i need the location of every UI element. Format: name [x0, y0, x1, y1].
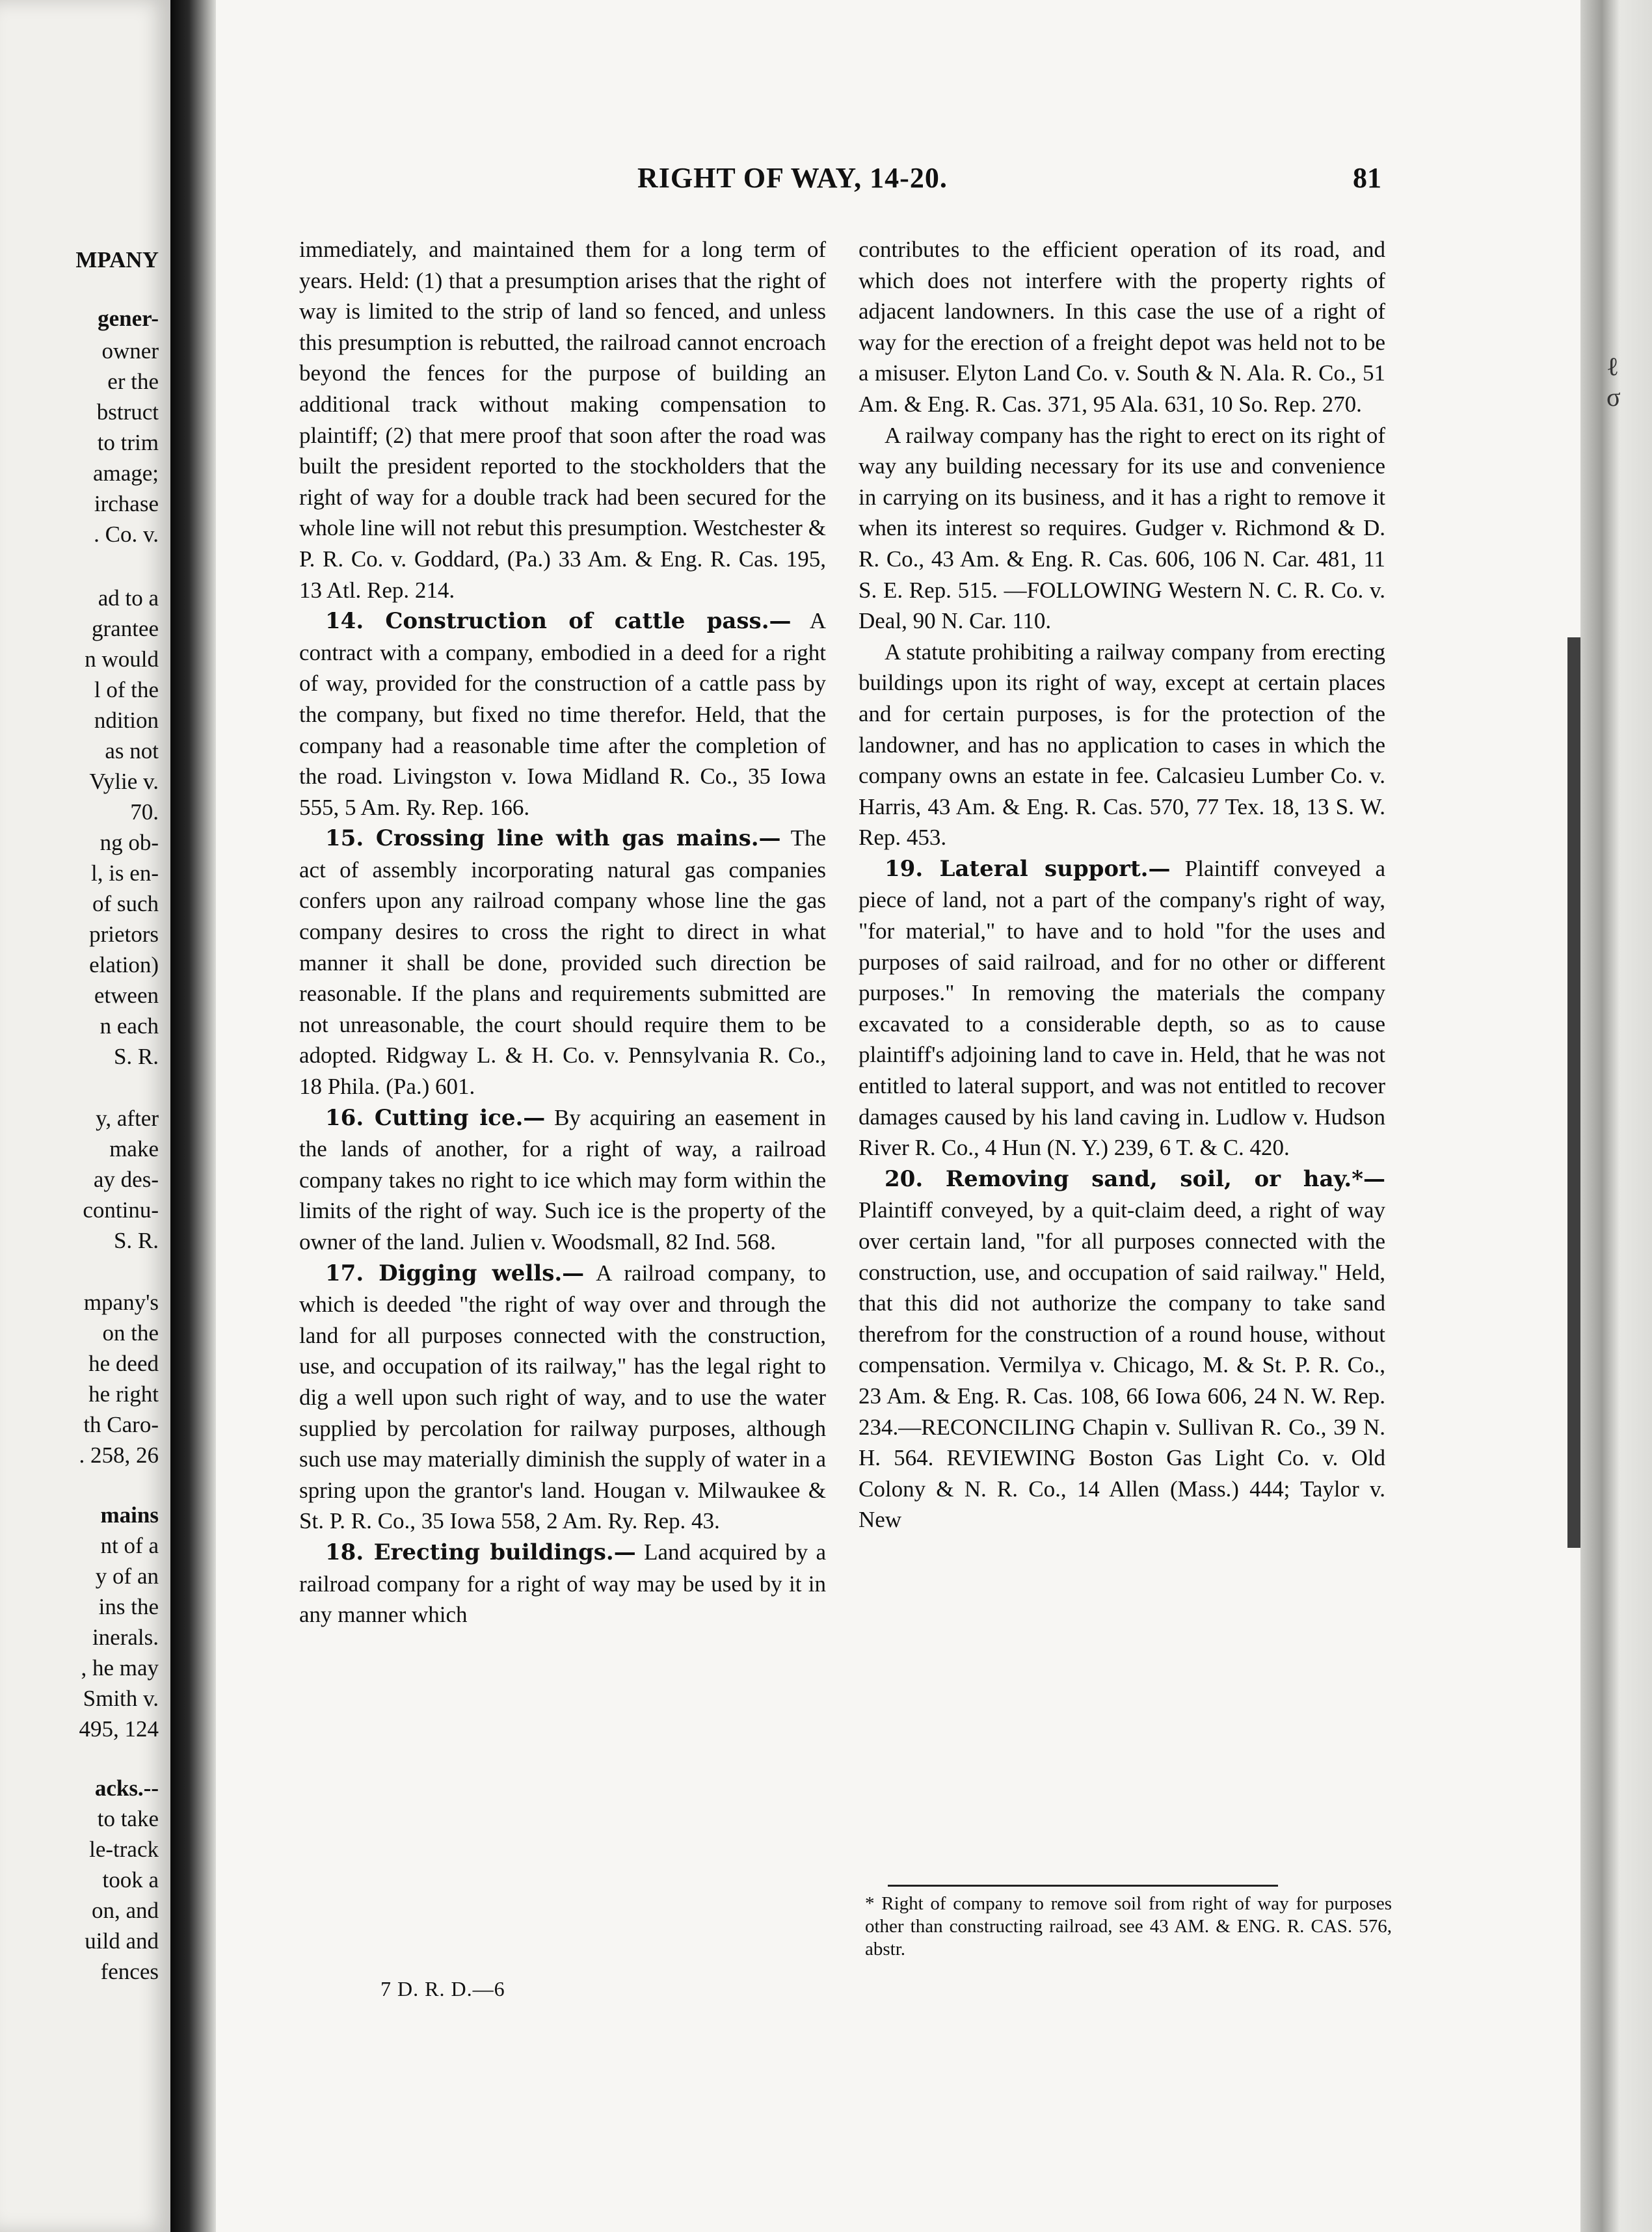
section-heading: 14. Construction of cattle pass.— [325, 608, 792, 635]
facing-page-fragment: Vylie v. [89, 769, 159, 794]
paragraph [859, 1163, 1385, 1535]
facing-page-fragment: as not [105, 738, 159, 764]
facing-page-fragment: 495, 124 [79, 1716, 159, 1742]
right-column [859, 234, 1385, 1535]
facing-page-fragment: , he may [81, 1655, 159, 1681]
facing-page-fragment: S. R. [113, 1228, 159, 1253]
facing-page-fragment: fences [100, 1959, 159, 1984]
facing-page-fragment: grantee [92, 616, 159, 641]
facing-page-fragment: to trim [97, 430, 159, 455]
paragraph-text: Plaintiff conveyed, by a quit-claim deed, a right of way over certain land, "for all purposes connected with the construction, use, and occupation of said railway." Held, that this did not authorize the company to take sand therefrom for the construction of a round house, without compensation. Vermilya v. Chicago, M. & St. P. R. Co., 23 Am. & Eng. R. Cas. 108, 66 Iowa 606, 24 N. W. Rep. 234.—RECONCILING Chapin v. Sullivan R. Co., 39 N. H. 564. REVIEWING Boston Gas Light Co. v. Old Colony & N. R. Co., 14 Allen (Mass.) 444; Taylor v. New [859, 1197, 1385, 1533]
paragraph-text: Plaintiff conveyed a piece of land, not a part of the company's right of way, "for material," to have and to hold "for the uses and purposes of said railroad, and for no other or different purposes." In removing the materials the company excavated to a considerable depth, so as to cause plaintiff's adjoining land to cave in. Held, that he was not entitled to lateral support, and was not entitled to recover damages caused by his land caving in. Ludlow v. Hudson River R. Co., 4 Hun (N. Y.) 239, 6 T. & C. 420. [859, 855, 1386, 1161]
section-heading: 16. Cutting ice.— [325, 1104, 546, 1131]
paragraph-text: A railroad company, to which is deeded "the right of way over and through the land for all purposes connected with the construction, use, and occupation of its railway," has the legal right to dig a well upon such right of way, and to use the water supplied by percolation for railway purposes, although such use may materially diminish the supply of water in a spring upon the grantor's land. Hougan v. Milwaukee & St. P. R. Co., 35 Iowa 558, 2 Am. Ry. Rep. 43. [299, 1260, 826, 1534]
paragraph [859, 420, 1385, 637]
paragraph-text: A railway company has the right to erect on its right of way any building necessary for its use and convenience in carrying on its business, and it has a right to remove it when its interest so requires. Gudger v. Richmond & D. R. Co., 43 Am. & Eng. R. Cas. 606, 106 N. Car. 481, 11 S. E. Rep. 515. —FOLLOWING Western N. C. R. Co. v. Deal, 90 N. Car. 110. [859, 422, 1385, 634]
facing-page-fragment: on, and [91, 1898, 159, 1923]
facing-page-fragment: 70. [130, 799, 159, 825]
paragraph [299, 234, 826, 605]
facing-page-fragment: MPANY [75, 247, 159, 272]
facing-page-fragment: . 258, 26 [79, 1442, 159, 1468]
facing-page-fragment: ay des- [93, 1167, 159, 1192]
section-heading: 17. Digging wells.— [325, 1260, 585, 1286]
facing-page-fragment: irchase [94, 491, 159, 516]
left-column [299, 234, 826, 1630]
facing-page-fragment: owner [101, 338, 159, 364]
paragraph [299, 1537, 826, 1630]
facing-page-fragment: y, after [96, 1106, 159, 1131]
facing-page-fragment: inerals. [92, 1625, 159, 1650]
paragraph-text: Land acquired by a railroad company for a right of way may be used by it in any manner which [299, 1539, 826, 1628]
facing-page-fragment: make [109, 1136, 159, 1162]
facing-page-fragment: mpany's [83, 1290, 159, 1315]
paragraph [299, 605, 826, 823]
edge-marks: ℓ σ [1606, 352, 1621, 412]
paragraph-text: immediately, and maintained them for a long term of years. Held: (1) that a presumption arises that the right of way is limited to the strip of land so fenced, and unless this presumption is rebutted, the railroad cannot encroach beyond the fences for the purpose of building an additional track without making compensation to plaintiff; (2) that mere proof that soon after the road was built the president reported to the stockholders that the right of way for a double track had been secured for the whole line will not rebut this presumption. Westchester & P. R. Co. v. Goddard, (Pa.) 33 Am. & Eng. R. Cas. 195, 13 Atl. Rep. 214. [299, 237, 826, 603]
paragraph-text: A statute prohibiting a railway company from erecting buildings upon its right of way, except at certain places and for certain purposes, is for the protection of the landowner, and has no application to cases in which the company owns an estate in fee. Calcasieu Lumber Co. v. Harris, 43 Am. & Eng. R. Cas. 570, 77 Tex. 18, 13 S. W. Rep. 453. [859, 639, 1385, 851]
facing-page-fragment: . Co. v. [94, 522, 159, 547]
paragraph [299, 1258, 826, 1537]
facing-page-fragment: y of an [95, 1563, 159, 1589]
facing-page-fragment: amage; [92, 460, 159, 486]
facing-page-fragment: nt of a [100, 1533, 159, 1558]
facing-page-fragment: bstruct [96, 399, 159, 425]
facing-page-fragment: S. R. [113, 1044, 159, 1069]
paragraph [859, 234, 1385, 420]
facing-page-fragment: prietors [89, 922, 159, 947]
section-heading: 20. Removing sand, soil, or hay.*— [885, 1165, 1385, 1192]
section-heading: 15. Crossing line with gas mains.— [325, 825, 781, 852]
facing-page-fragment: le-track [89, 1837, 159, 1862]
facing-page-fragment: ad to a [98, 585, 159, 611]
paragraph-text: contributes to the efficient operation of its road, and which does not interfere with the property rights of adjacent landowners. In this case the use of a right of way for the erection of a freight depot was held not to be a misuser. Elyton Land Co. v. South & N. Ala. R. Co., 51 Am. & Eng. R. Cas. 371, 95 Ala. 631, 10 So. Rep. 270. [859, 237, 1385, 417]
facing-page-fragment: acks.-- [94, 1775, 159, 1801]
facing-page-fragment: l of the [94, 677, 159, 702]
page-number: 81 [1353, 162, 1381, 194]
facing-page-fragment: n would [85, 646, 159, 672]
section-heading: 19. Lateral support.— [885, 855, 1171, 882]
section-heading: 18. Erecting buildings.— [325, 1539, 636, 1565]
facing-page-fragment: ng ob- [100, 830, 159, 855]
facing-page-edge [0, 0, 170, 2232]
facing-page-fragment: continu- [83, 1197, 159, 1223]
facing-page-fragment: uild and [85, 1928, 159, 1954]
facing-page-fragment: er the [107, 369, 159, 394]
facing-page-fragment: etween [94, 983, 159, 1008]
facing-page-fragment: elation) [89, 952, 159, 977]
paragraph [859, 853, 1385, 1163]
facing-page-fragment: th Caro- [83, 1412, 159, 1437]
page-stack-edge [1580, 0, 1652, 2232]
facing-page-fragment: ins the [98, 1594, 159, 1619]
facing-page-fragment: Smith v. [83, 1686, 159, 1711]
facing-page-fragment: on the [102, 1320, 159, 1346]
facing-page-fragment: ndition [94, 708, 159, 733]
paragraph [859, 637, 1385, 853]
facing-page-fragment: l, is en- [90, 860, 159, 886]
paragraph-text: The act of assembly incorporating natural gas companies confers upon any railroad company whose line the gas company desires to cross the right to direct in what manner it shall be done, provided such direction be reasonable. If the plans and requirements submitted are not unreasonable, the court should require them to be adopted. Ridgway L. & H. Co. v. Pennsylvania R. Co., 18 Phila. (Pa.) 601. [299, 825, 826, 1100]
facing-page-fragment: n each [100, 1013, 159, 1039]
footnote: * Right of company to remove soil from right of way for purposes other than constructing railroad, see 43 AM. & ENG. R. CAS. 576, abstr. [865, 1893, 1392, 1960]
facing-page-fragment: took a [102, 1867, 159, 1893]
book-gutter [170, 0, 216, 2232]
facing-page-fragment: of such [92, 891, 159, 916]
running-header: RIGHT OF WAY, 14-20. [637, 162, 948, 194]
paragraph-text: By acquiring an easement in the lands of another, for a right of way, a railroad company takes no right to ice which may form within the limits of the right of way. Such ice is the property of the owner of the land. Julien v. Woodsmall, 82 Ind. 568. [299, 1104, 827, 1255]
paragraph-text: A contract with a company, embodied in a deed for a right of way, provided for the construction of a cattle pass by the company, but fixed no time therefor. Held, that the company had a reasonable time after the completion of the road. Livingston v. Iowa Midland R. Co., 35 Iowa 555, 5 Am. Ry. Rep. 166. [299, 608, 826, 820]
paragraph [299, 823, 826, 1102]
signature-mark: 7 D. R. D.—6 [380, 1977, 505, 2000]
facing-page-fragment: he deed [88, 1351, 159, 1376]
facing-page-fragment: he right [88, 1381, 159, 1407]
paragraph [299, 1102, 826, 1258]
facing-page-fragment: gener- [98, 306, 159, 331]
footnote-rule [888, 1885, 1278, 1887]
facing-page-fragment: mains [100, 1502, 159, 1528]
facing-page-fragment: to take [97, 1806, 159, 1831]
